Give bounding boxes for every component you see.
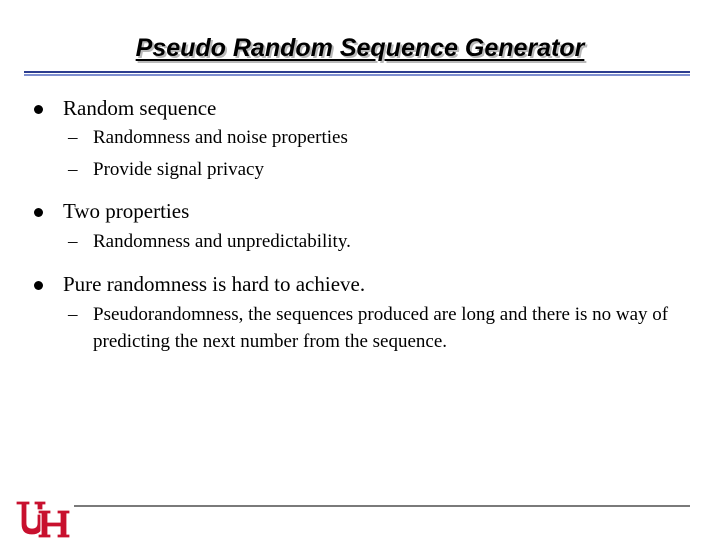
sub-bullet-dash: – [68, 304, 78, 325]
bullet-text: Random sequence [63, 96, 217, 120]
sub-bullet-text: Provide signal privacy [93, 159, 264, 180]
bullet-dot-icon [34, 281, 43, 290]
title-rule-light-line [24, 74, 690, 76]
title-rule-dark-line [24, 71, 690, 73]
sub-bullet-dash: – [68, 127, 78, 148]
footer-rule [74, 505, 690, 507]
sub-bullet-dash: – [68, 159, 78, 180]
sub-bullet-text: Randomness and noise properties [93, 127, 348, 148]
bullet-dot-icon [34, 208, 43, 217]
sub-bullet-text: Pseudorandomness, the sequences produced are long and there is no way of predicting the next number from the sequence. [93, 304, 669, 352]
uh-logo-icon [12, 497, 74, 540]
bullet-dot-icon [34, 105, 43, 114]
sub-bullet-dash: – [68, 231, 78, 252]
bullet-text: Two properties [63, 199, 190, 223]
bullet-text: Pure randomness is hard to achieve. [63, 272, 366, 296]
slide-title: Pseudo Random Sequence Generator [135, 34, 585, 62]
title-underline-rule [24, 71, 690, 77]
sub-bullet-text: Randomness and unpredictability. [93, 231, 351, 252]
